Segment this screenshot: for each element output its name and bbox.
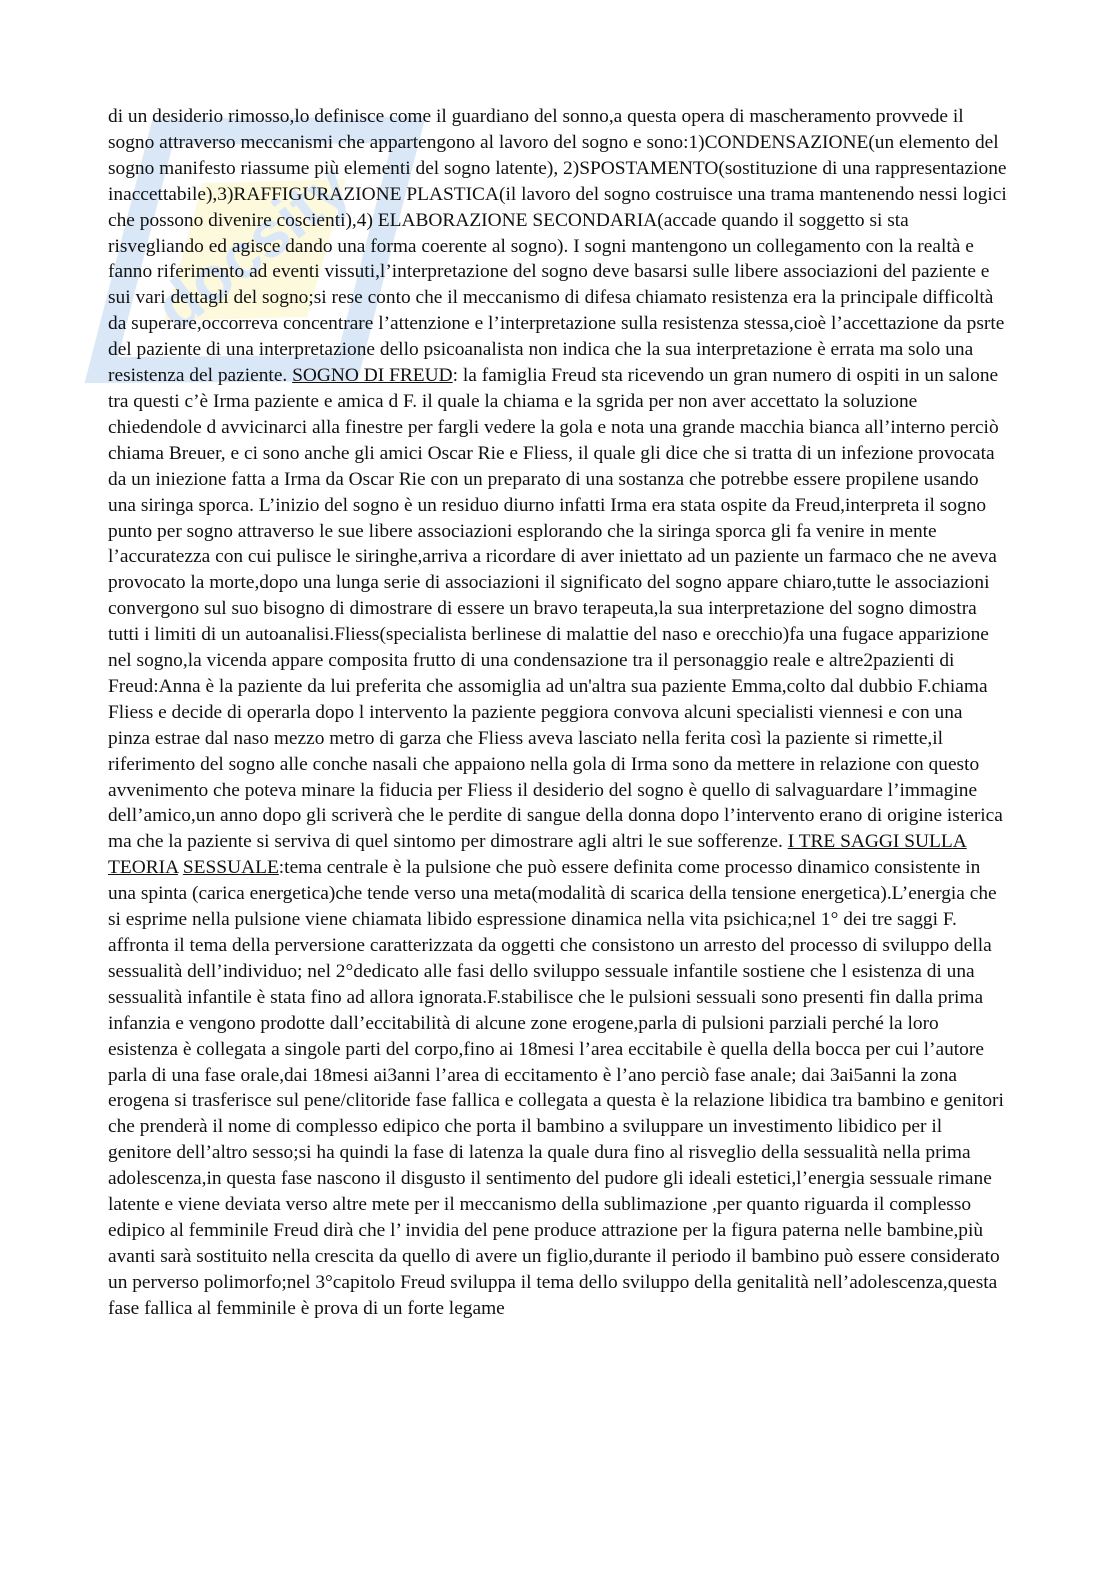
heading-sogno-di-freud: SOGNO DI FREUD xyxy=(292,365,453,387)
heading-sessuale: SESSUALE xyxy=(182,857,279,879)
paragraph-dream-mechanisms: di un desiderio rimosso,lo definisce come il guardiano del sonno,a questa opera di mascheramento provvede il sogno attraverso meccanismi che appartengono al lavoro del sogno e sono:1)CONDENSAZIONE(un elemento del sogno manifesto riassume più elementi del sogno latente), 2)SPOSTAMENTO(sostituzione di una rappresentazione inaccettabile),3)RAFFIGURAZIONE PLASTICA(il lavoro del sogno costruisce una trama mantenendo nessi logici che possono divenire coscienti),4) ELABORAZIONE SECONDARIA(accade quando il soggetto si sta risvegliando ed agisce dando una forma coerente al sogno). I sogni mantengono un collegamento con la realtà e fanno riferimento ad eventi vissuti,l’interpretazione del sogno deve basarsi sulle libere associazioni del paziente e sui vari dettagli del sogno;si rese conto che il meccanismo di difesa chiamato resistenza era la principale difficoltà da superare,occorreva concentrare l’attenzione e l’interpretazione sulla resistenza stessa,cioè l’accettazione da psrte del paziente di una interpretazione dello psicoanalista non indica che la sua interpretazione è errata ma solo una resistenza del paziente. xyxy=(108,106,1007,387)
paragraph-freud-dream: : la famiglia Freud sta ricevendo un gran numero di ospiti in un salone tra questi c’è Irma paziente e amica d F. il quale la chiama e la sgrida per non aver accettato la soluzione chiedendole d avvicinarci alla finestre per fargli vedere la gola e nota una grande macchia bianca all’interno perciò chiama Breuer, e ci sono anche gli amici Oscar Rie e Fliess, il quale gli dice che si tratta di un infezione provocata da un iniezione fatta a Irma da Oscar Rie con un preparato di una sostanza che potrebbe essere propilene usando una siringa sporca. L’inizio del sogno è un residuo diurno infatti Irma era stata ospite da Freud,interpreta il sogno punto per sogno attraverso le sue libere associazioni esplorando che la siringa sporca gli fa venire in mente l’accuratezza con cui pulisce le siringhe,arriva a ricordare di aver iniettato ad un paziente un farmaco che ne aveva provocato la morte,dopo una lunga serie di associazioni il significato del sogno appare chiaro,tutte le associazioni convergono sul suo bisogno di dimostrare di essere un bravo terapeuta,la sua interpretazione del sogno dimostra tutti i limiti di un autoanalisi.Fliess(specialista berlinese di malattie del naso e orecchio)fa una fugace apparizione nel sogno,la vicenda appare composita frutto di una condensazione tra il personaggio reale e altre2pazienti di Freud:Anna è la paziente da lui preferita che assomiglia ad un'altra sua paziente Emma,colto dal dubbio F.chiama Fliess e decide di operarla dopo l intervento la paziente peggiora convova alcuni specialisti viennesi e con una pinza estrae dal naso mezzo metro di garza che Fliess aveva lasciato nella ferita così la paziente si rimette,il riferimento del sogno alle conche nasali che appaiono nella gola di Irma sono da mettere in relazione con questo avvenimento che poteva minare la fiducia per Fliess il desiderio del sogno è quello di salvaguardare l’immagine dell’amico,un anno dopo gli scriverà che le perdite di sangue della donna dopo l’intervento erano di origine isterica ma che la paziente si serviva di quel sintomo per dimostrare agli altri le sue sofferenze. xyxy=(108,365,1003,853)
svg-text:docsity: docsity xyxy=(142,149,363,345)
heading-tre-saggi: I TRE SAGGI SULLA TEORIA xyxy=(108,831,967,879)
paragraph-sexual-theory: :tema centrale è la pulsione che può essere definita come processo dinamico consistente in una spinta (carica energetica)che tende verso una meta(modalità di scarica della tensione energetica).L’energia che si esprime nella pulsione viene chiamata libido espressione dinamica nella vita psichica;nel 1° dei tre saggi F. affronta il tema della perversione caratterizzata da oggetti che consistono un arresto del processo di sviluppo della sessualità dell’individuo; nel 2°dedicato alle fasi dello sviluppo sessuale infantile sostiene che l esistenza di una sessualità infantile è stata fino ad allora ignorata.F.stabilisce che le pulsioni sessuali sono presenti fin dalla prima infanzia e vengono prodotte dall’eccitabilità di alcune zone erogene,parla di pulsioni parziali perché la loro esistenza è collegata a singole parti del corpo,fino ai 18mesi l’area eccitabile è quella della bocca per cui l’autore parla di una fase orale,dai 18mesi ai3anni l’area di eccitamento è l’ano perciò fase anale; dai 3ai5anni la zona erogena si trasferisce sul pene/clitoride fase fallica e collegata a questa è la relazione libidica tra bambino e genitori che prenderà il nome di complesso edipico che porta il bambino a sviluppare un investimento libidico per il genitore dell’altro sesso;si ha quindi la fase di latenza la quale dura fino al risveglio della sessualità nella prima adolescenza,in questa fase nascono il disgusto il sentimento del pudore gli ideali estetici,l’energia sessuale rimane latente e viene deviata verso altre mete per il meccanismo della sublimazione ,per quanto riguarda il complesso edipico al femminile Freud dirà che l’ invidia del pene produce attrazione per la figura paterna nelle bambine,più avanti sarà sostituito nella crescita da quello di avere un figlio,durante il periodo il bambino può essere considerato un perverso polimorfo;nel 3°capitolo Freud sviluppa il tema dello sviluppo della genitalità nell’adolescenza,questa fase fallica al femminile è prova di un forte legame xyxy=(108,857,1004,1319)
document-body xyxy=(108,104,1008,1322)
